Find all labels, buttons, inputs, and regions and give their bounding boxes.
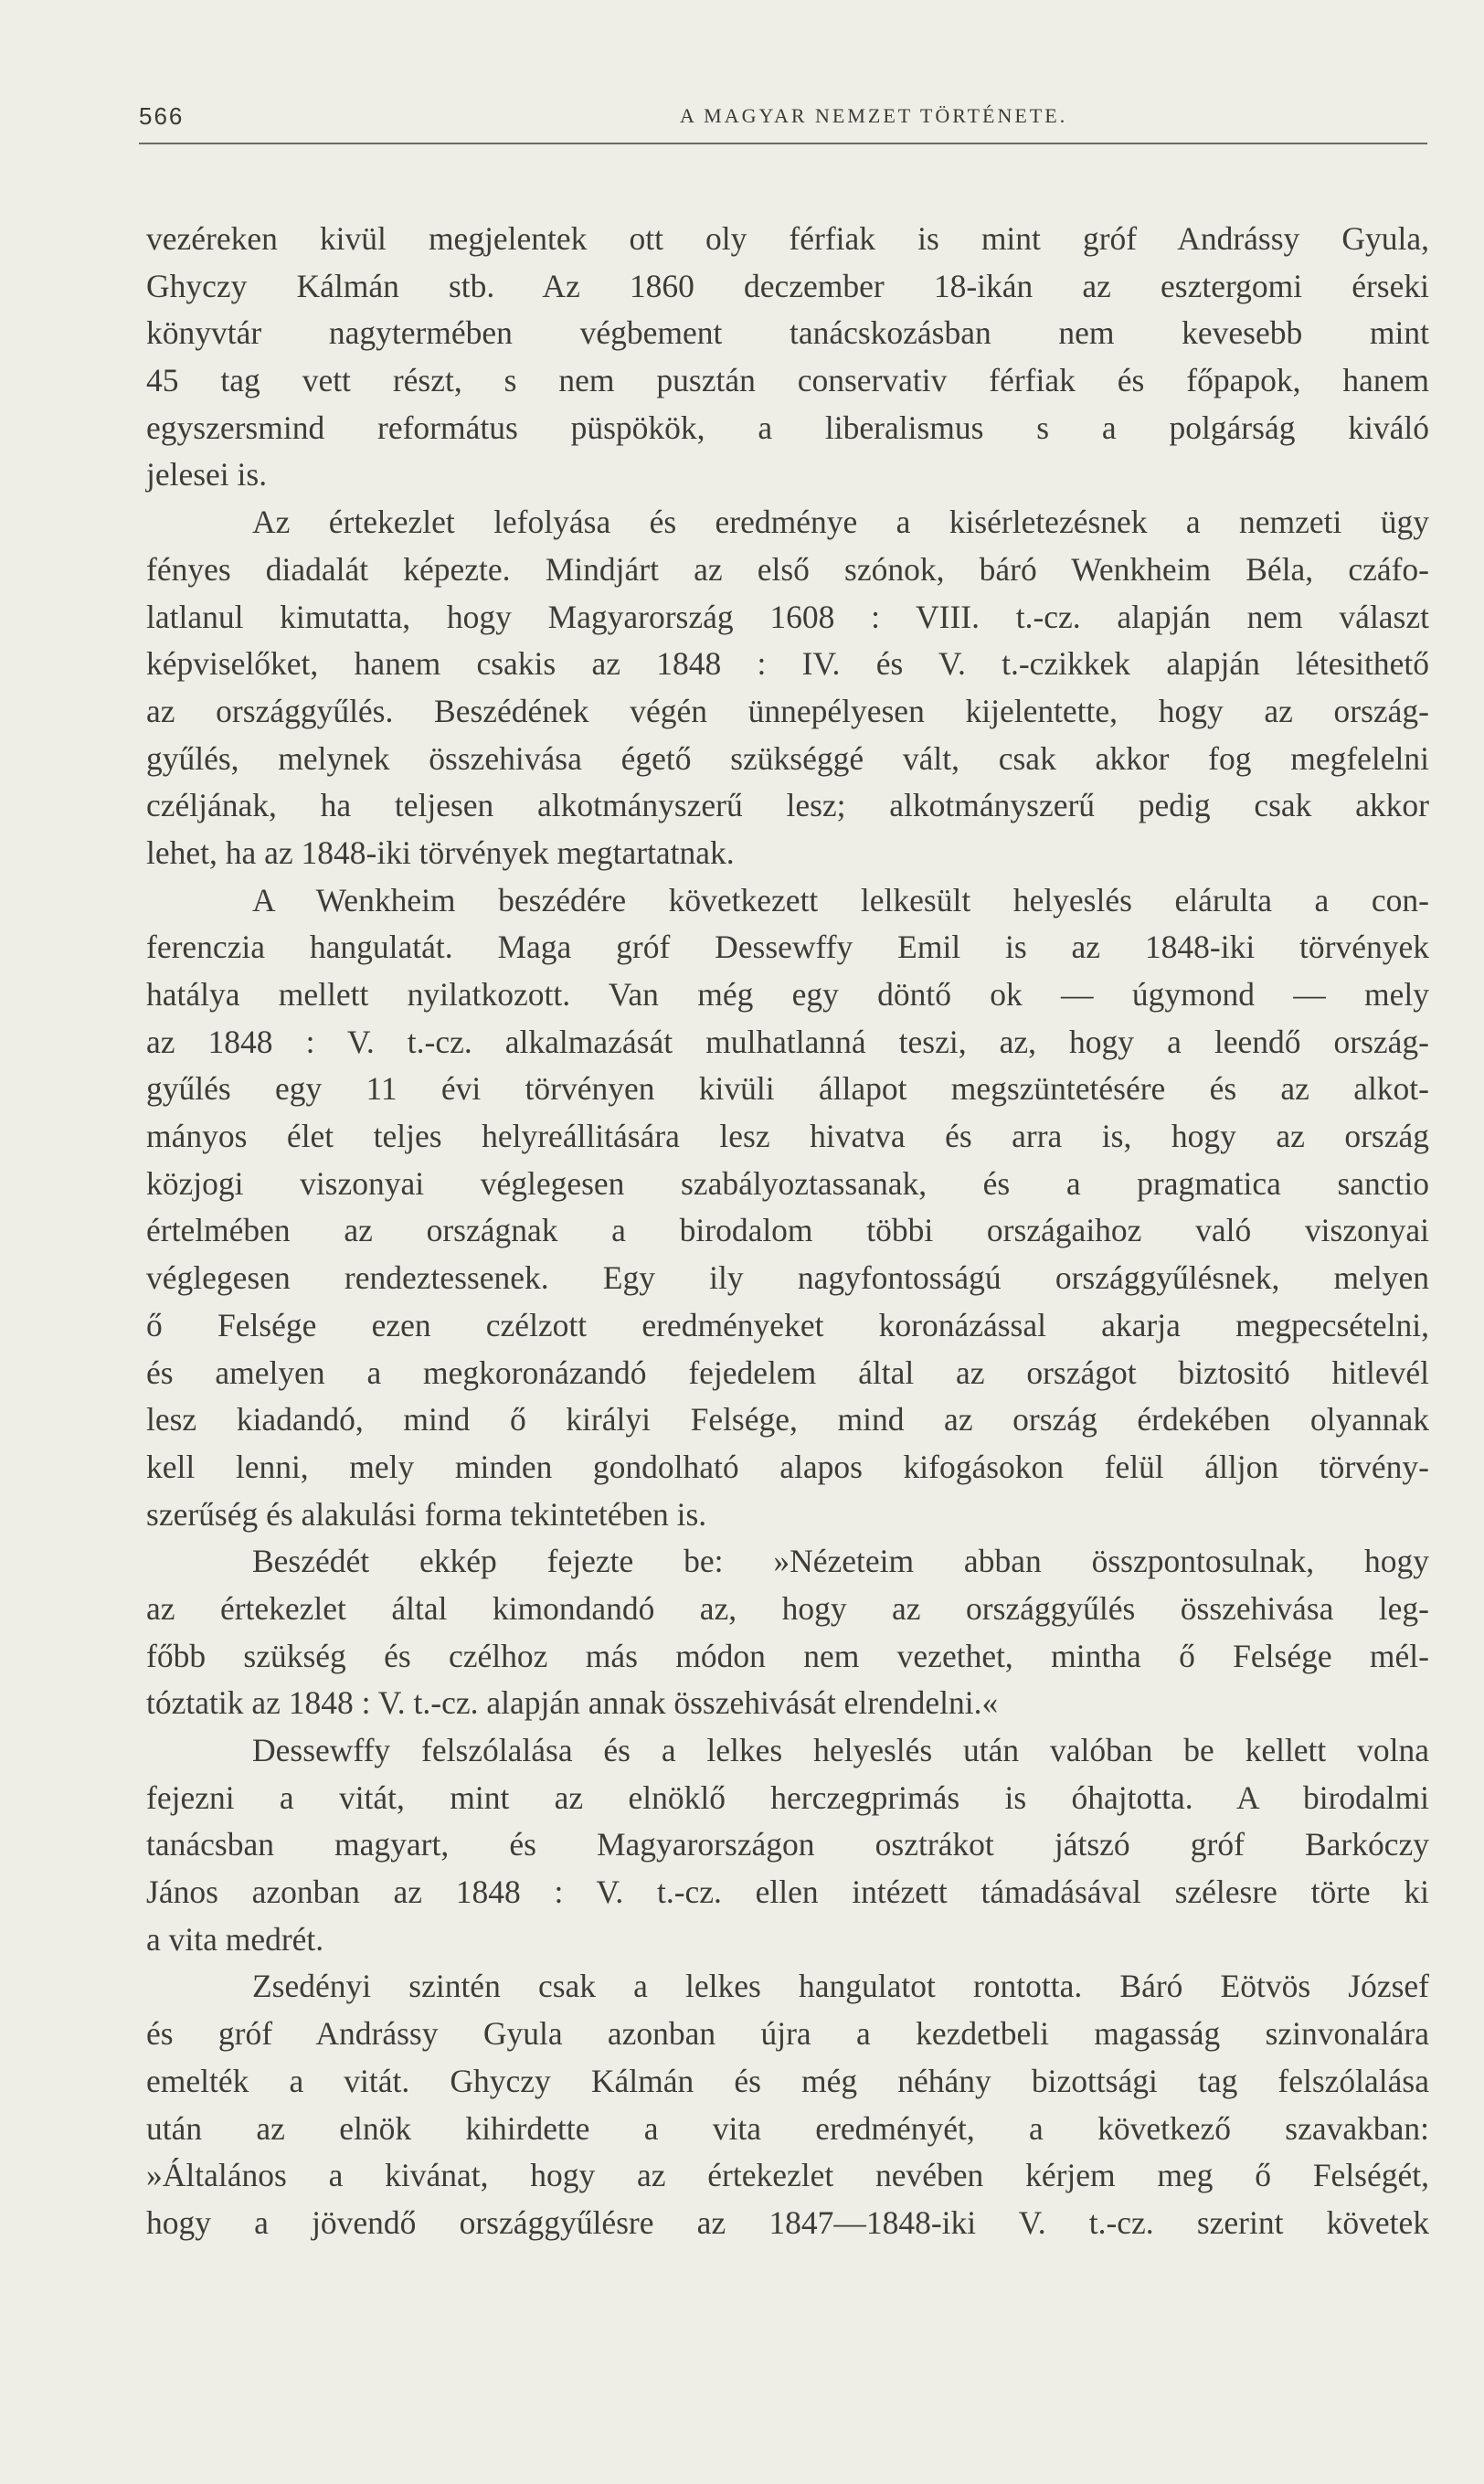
text-line: értelmében az országnak a birodalom többi országaihoz való viszonyai — [146, 1212, 1429, 1249]
text-line: gyűlés, melynek összehivása égető szükséggé vált, csak akkor fog megfelelni — [146, 739, 1429, 777]
paragraph-first-line: Dessewffy felszólalása és a lelkes helyeslés után valóban be kellett volna — [252, 1732, 1429, 1768]
text-line: fejezni a vitát, mint az elnöklő herczegprimás is óhajtotta. A birodalmi — [146, 1778, 1429, 1816]
text-line: 45 tag vett részt, s nem pusztán conservativ férfiak és főpapok, hanem — [146, 362, 1429, 399]
paragraph-first-line: Az értekezlet lefolyása és eredménye a kisérletezésnek a nemzeti ügy — [252, 504, 1429, 541]
text-line: fényes diadalát képezte. Mindjárt az első szónok, báró Wenkheim Béla, czáfo- — [146, 550, 1429, 588]
text-line: ferenczia hangulatát. Maga gróf Dessewffy Emil is az 1848-iki törvények — [146, 929, 1429, 966]
text-line: vezéreken kivül megjelentek ott oly férfiak is mint gróf Andrássy Gyula, — [146, 220, 1429, 257]
paragraph-first-line: Beszédét ekkép fejezte be: »Nézeteim abban összpontosulnak, hogy — [252, 1543, 1429, 1580]
text-line: Ghyczy Kálmán stb. Az 1860 deczember 18-ikán az esztergomi érseki — [146, 267, 1429, 304]
text-line: jelesei is. — [146, 456, 268, 494]
text-line: czéljának, ha teljesen alkotmányszerű lesz; alkotmányszerű pedig csak akkor — [146, 787, 1429, 824]
text-line: gyűlés egy 11 évi törvényen kivüli állapot megszüntetésére és az alkot- — [146, 1070, 1429, 1108]
text-line: főbb szükség és czélhoz más módon nem vezethet, mintha ő Felsége mél- — [146, 1637, 1429, 1674]
body-text — [146, 216, 1429, 2247]
text-line: szerűség és alakulási forma tekintetében is. — [146, 1495, 707, 1533]
text-line: egyszersmind református püspökök, a liberalismus s a polgárság kiváló — [146, 409, 1429, 446]
paragraph-first-line: A Wenkheim beszédére következett lelkesült helyeslés elárulta a con- — [252, 881, 1429, 918]
text-line: lehet, ha az 1848-iki törvények megtartatnak. — [146, 833, 735, 871]
page-number: 566 — [139, 102, 185, 130]
paragraph-first-line: Zsedényi szintén csak a lelkes hangulatot rontotta. Báró Eötvös József — [252, 1968, 1429, 2005]
text-line: tanácsban magyart, és Magyarországon osztrákot játszó gróf Barkóczy — [146, 1826, 1429, 1863]
text-line: és amelyen a megkoronázandó fejedelem által az országot biztositó hitlevél — [146, 1353, 1429, 1391]
text-line: közjogi viszonyai véglegesen szabályoztassanak, és a pragmatica sanctio — [146, 1164, 1429, 1202]
text-line: »Általános a kivánat, hogy az értekezlet nevében kérjem meg ő Felségét, — [146, 2157, 1429, 2194]
text-line: latlanul kimutatta, hogy Magyarország 1608 : VIII. t.-cz. alapján nem választ — [146, 598, 1429, 635]
text-line: János azonban az 1848 : V. t.-cz. ellen intézett támadásával szélesre törte ki — [146, 1874, 1429, 1911]
text-line: lesz kiadandó, mind ő királyi Felsége, mind az ország érdekében olyannak — [146, 1401, 1429, 1438]
text-line: könyvtár nagytermében végbement tanácskozásban nem kevesebb mint — [146, 314, 1429, 352]
text-line: és gróf Andrássy Gyula azonban újra a kezdetbeli magasság szinvonalára — [146, 2015, 1429, 2053]
text-line: hatálya mellett nyilatkozott. Van még egy döntő ok — úgymond — mely — [146, 976, 1429, 1013]
text-line: ő Felsége ezen czélzott eredményeket koronázással akarja megpecsételni, — [146, 1306, 1429, 1343]
text-line: az értekezlet által kimondandó az, hogy az országgyűlés összehivása leg- — [146, 1589, 1429, 1627]
text-line: az 1848 : V. t.-cz. alkalmazását mulhatlanná teszi, az, hogy a leendő ország- — [146, 1023, 1429, 1060]
running-title: A MAGYAR NEMZET TÖRTÉNETE. — [680, 104, 1068, 127]
text-line: mányos élet teljes helyreállitására lesz hivatva és arra is, hogy az ország — [146, 1118, 1429, 1155]
text-line: kell lenni, mely minden gondolható alapos kifogásokon felül álljon törvény- — [146, 1448, 1429, 1485]
text-line: után az elnök kihirdette a vita eredményét, a következő szavakban: — [146, 2109, 1429, 2147]
text-line: hogy a jövendő országgyűlésre az 1847—1848-iki V. t.-cz. szerint követek — [146, 2203, 1429, 2241]
text-line: az országgyűlés. Beszédének végén ünnepélyesen kijelentette, hogy az ország- — [146, 692, 1429, 729]
text-line: tóztatik az 1848 : V. t.-cz. alapján annak összehivását elrendelni.« — [146, 1684, 999, 1722]
page-header — [139, 99, 1427, 144]
text-line: képviselőket, hanem csakis az 1848 : IV. és V. t.-czikkek alapján létesithető — [146, 645, 1429, 683]
text-line: emelték a vitát. Ghyczy Kálmán és még néhány bizottsági tag felszólalása — [146, 2062, 1429, 2099]
text-line: véglegesen rendeztessenek. Egy ily nagyfontosságú országgyűlésnek, melyen — [146, 1259, 1429, 1297]
text-line: a vita medrét. — [146, 1920, 324, 1958]
